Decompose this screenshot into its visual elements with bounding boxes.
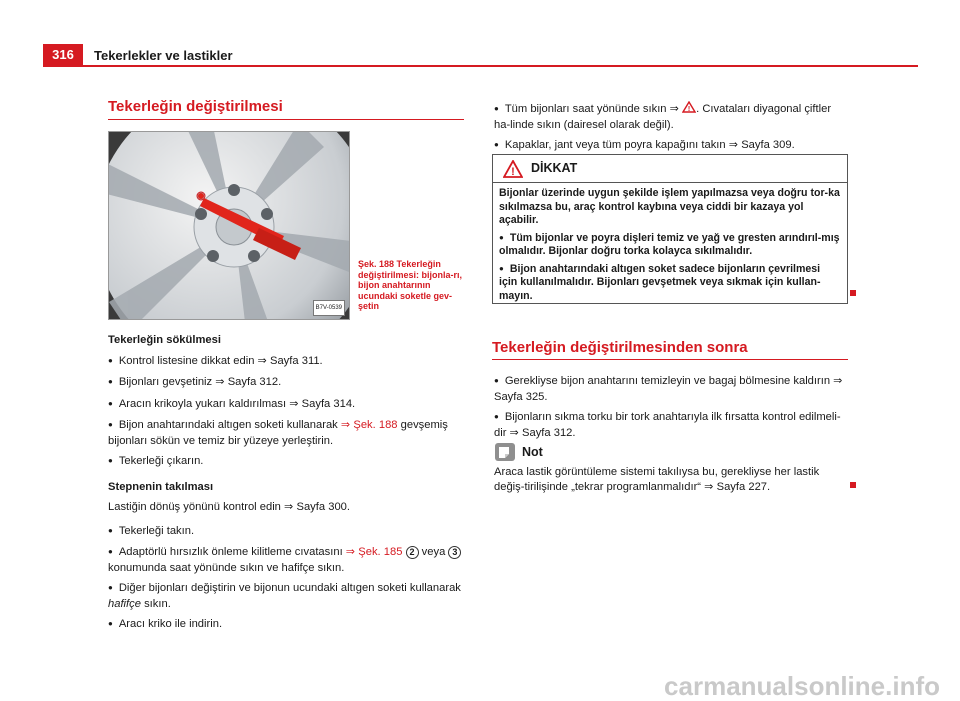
section-rule: [108, 119, 464, 120]
mount-item: ● Tekerleği takın.: [108, 524, 466, 540]
mount-item: ● Aracı kriko ile indirin.: [108, 617, 466, 633]
after-item: ● Bijonların sıkma torku bir tork anahtarıyla ilk fırsatta kontrol edilmeli-dir ⇒ Sayfa 312.: [494, 410, 848, 440]
warning-body: [493, 183, 847, 311]
after-item: ● Gerekliyse bijon anahtarını temizleyin ve bagaj bölmesine kaldırın ⇒ Sayfa 325.: [494, 374, 848, 404]
warning-item: ● Tüm bijonlar ve poyra dişleri temiz ve yağ ve gresten arındırıl-mış olmalıdır. Bijonlar doğru torka kolayca sıkılmalıdır.: [499, 232, 841, 259]
item-text: Diğer bijonları değiştirin ve bijonun ucundaki altıgen soketi kullanarak: [118, 582, 461, 594]
warning-item: ● Bijon anahtarındaki altıgen soket sadece bijonların çevrilmesi için kullanılmalıdır. Bijonları gevşetmek veya sıkmak için kullan-mayın.: [499, 263, 841, 304]
note-text: Araca lastik görüntüleme sistemi takılıysa bu, gerekliyse her lastik değiş-tirilişinde „tekrar programlanmalıdır“ ⇒ Sayfa 227.: [494, 466, 820, 493]
figure-caption: Şek. 188 Tekerleğin değiştirilmesi: bijonla-rı, bijon anahtarının ucundaki soketle gev-şetin: [358, 259, 463, 311]
wheel-figure: [108, 131, 350, 320]
item-text: sıkın.: [140, 597, 171, 610]
item-text: Adaptörlü hırsızlık önleme kilitleme cıvatasını: [118, 546, 346, 558]
note-body: [494, 465, 848, 500]
item-text: gevşemiş bijonları sökün ve temiz bir yüzeye yerleştirin.: [108, 419, 448, 447]
page-number: 316: [43, 44, 83, 66]
warning-triangle-icon: [682, 101, 696, 113]
svg-text:!: !: [687, 106, 691, 113]
item-text: Bijon anahtarındaki altıgen soketi kullanarak: [118, 419, 341, 431]
watermark: carmanualsonline.info: [664, 670, 940, 701]
note-icon: [494, 442, 516, 462]
mount-intro: Lastiğin dönüş yönünü kontrol edin ⇒ Sayfa 300.: [108, 501, 350, 513]
figure-link[interactable]: ⇒ Şek. 188: [340, 419, 398, 431]
item-text: Tüm bijonları saat yönünde sıkın ⇒: [504, 103, 683, 115]
removal-item: ● Tekerleği çıkarın.: [108, 454, 466, 470]
mount-heading: Stepnenin takılması: [108, 480, 214, 493]
removal-item: ● Bijonları gevşetiniz ⇒ Sayfa 312.: [108, 375, 466, 391]
removal-item: ● Aracın krikoyla yukarı kaldırılması ⇒ Sayfa 314.: [108, 397, 466, 413]
section-rule: [492, 359, 848, 360]
chapter-title: Tekerlekler ve lastikler: [94, 48, 233, 63]
warning-intro: Bijonlar üzerinde uygun şekilde işlem yapılmazsa veya doğru tor-ka sıkılmazsa bu, araç kontrol kaybına veya ciddi bir kazaya yol açabilir.: [499, 187, 840, 226]
section-title-change-wheel: Tekerleğin değiştirilmesi: [108, 98, 283, 115]
figure-code: B7V-0539: [313, 300, 345, 317]
item-text: . Cıvataları diyagonal çiftler ha-linde sıkın (dairesel olarak değil).: [494, 103, 832, 131]
svg-text:!: !: [511, 165, 515, 178]
note-header: [494, 442, 543, 462]
item-emphasis: hafifçe: [108, 597, 141, 610]
removal-item: ● Kontrol listesine dikkat edin ⇒ Sayfa 311.: [108, 354, 466, 370]
mount-item: [108, 581, 466, 611]
tighten-item: [494, 101, 850, 132]
section-title-after-change: Tekerleğin değiştirilmesinden sonra: [492, 339, 748, 356]
header-rule: [43, 65, 918, 67]
removal-heading: Tekerleğin sökülmesi: [108, 334, 221, 346]
callout-number: 3: [448, 546, 461, 559]
mount-item: [108, 545, 466, 575]
removal-item: [108, 418, 466, 448]
warning-box: [492, 154, 848, 304]
warning-triangle-icon: [503, 160, 523, 178]
figure-link[interactable]: ⇒ Şek. 185: [345, 546, 403, 558]
left-column: [108, 333, 466, 639]
wheel-illustration: [109, 132, 350, 320]
warning-title: DİKKAT: [531, 161, 578, 176]
item-text: veya: [418, 546, 449, 558]
end-marker: [850, 290, 856, 296]
callout-number: 2: [406, 546, 419, 559]
right-column-after: [494, 374, 848, 446]
end-marker: [850, 482, 856, 488]
tighten-item: ● Kapaklar, jant veya tüm poyra kapağını takın ⇒ Sayfa 309.: [494, 138, 850, 154]
note-title: Not: [522, 444, 543, 459]
item-text: konumunda saat yönünde sıkın ve hafifçe sıkın.: [108, 561, 345, 574]
warning-header: [493, 155, 847, 183]
right-column-top: [494, 101, 850, 160]
